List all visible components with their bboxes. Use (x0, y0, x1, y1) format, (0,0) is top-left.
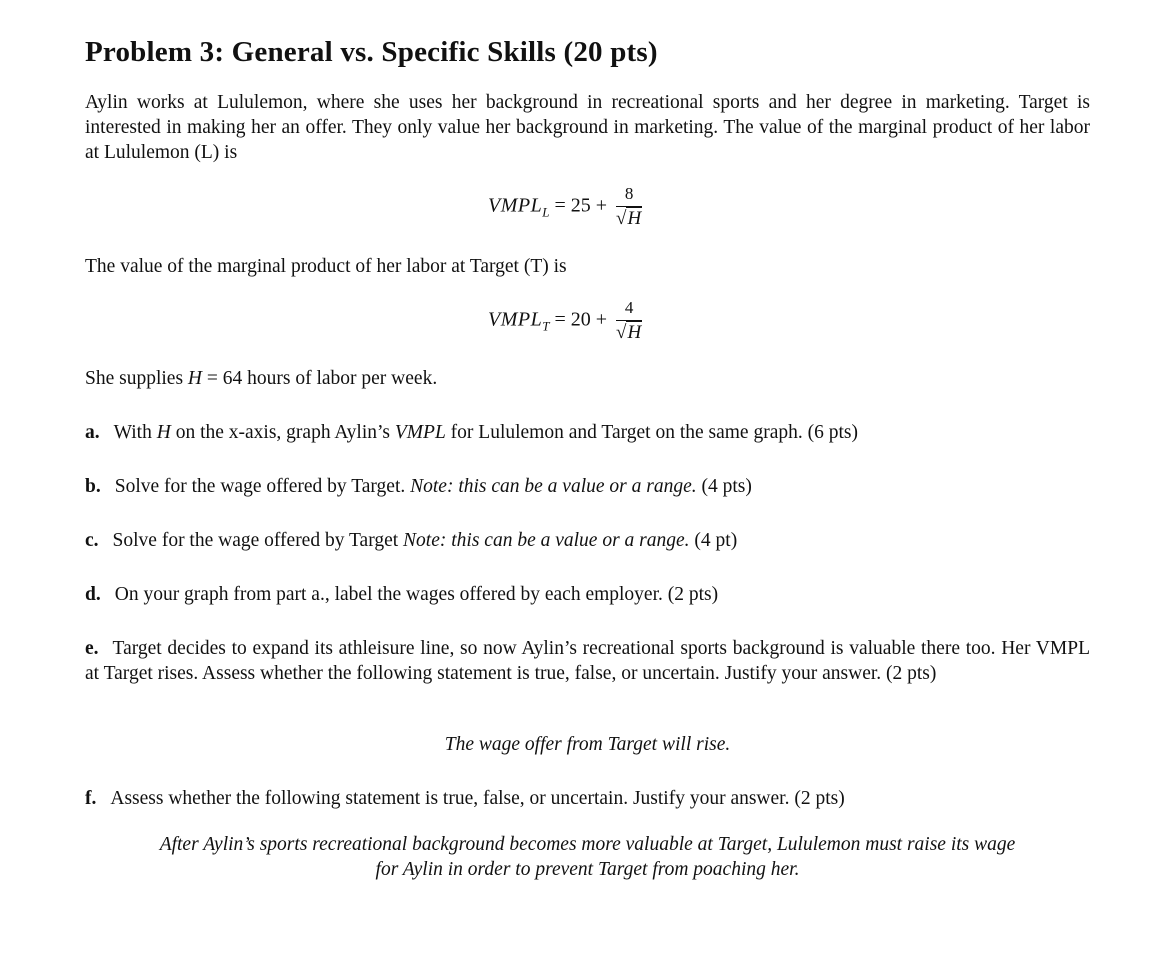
item-e-label: e. (85, 638, 99, 659)
equation-target (488, 298, 642, 344)
item-b-label: b. (85, 476, 101, 497)
fraction (616, 298, 642, 344)
item-e (85, 636, 1090, 686)
problem-title: Problem 3: General vs. Specific Skills (20 pts) (85, 36, 658, 68)
supply-variable: H (187, 368, 203, 389)
fraction (616, 184, 642, 230)
fraction-denominator (616, 321, 642, 344)
item-d-text: On your graph from part a., label the wages offered by each employer. (2 pts) (114, 584, 719, 605)
item-a-text-3: for Lululemon and Target on the same graph. (6 pts) (445, 422, 858, 443)
item-a-text: With (113, 422, 157, 443)
item-c-label: c. (85, 530, 99, 551)
item-a-var-h: H (156, 422, 171, 443)
item-f-label: f. (85, 788, 97, 809)
item-b-note: Note: this can be a value or a range. (410, 476, 697, 497)
item-a-label: a. (85, 422, 100, 443)
item-b-text: Solve for the wage offered by Target. (114, 476, 411, 497)
item-c (85, 528, 737, 553)
equation-lhs: VMPL (488, 308, 543, 331)
item-b-points: (4 pts) (696, 476, 752, 497)
item-a-text-2: on the x-axis, graph Aylin’s (170, 422, 395, 443)
item-d-label: d. (85, 584, 101, 605)
item-e-statement: The wage offer from Target will rise. (444, 734, 731, 755)
equation-lhs: VMPL (488, 194, 543, 217)
equation-lululemon (488, 184, 642, 230)
equation-rhs: = 25 + (549, 194, 608, 217)
item-b (85, 474, 752, 499)
equation-subscript: L (542, 204, 550, 220)
sqrt-variable: H (627, 208, 642, 229)
item-d (85, 582, 718, 607)
item-f-text: Assess whether the following statement is true, false, or uncertain. Justify your answer. (2 pts) (110, 788, 845, 809)
intro-paragraph: Aylin works at Lululemon, where she uses her background in recreational sports and her degree in marketing. Target is interested in making her an offer. They only value her background in marketing. The value of the marginal product of her labor at Lululemon (L) is (85, 92, 1090, 163)
item-f-statement-line-1: After Aylin’s sports recreational background becomes more valuable at Target, Lululemon must raise its wage (159, 834, 1016, 855)
fraction-denominator (616, 207, 642, 230)
supply-line (85, 366, 437, 391)
fraction-numerator: 8 (616, 184, 642, 207)
item-f-statement-line-2: for Aylin in order to prevent Target from poaching her. (375, 859, 800, 880)
item-a (85, 420, 858, 445)
supply-text-end: = 64 hours of labor per week. (202, 368, 438, 389)
equation-rhs: = 20 + (549, 308, 608, 331)
item-e-text: Target decides to expand its athleisure line, so now Aylin’s recreational sports background is valuable there too. Her VMPL at Target rises. Assess whether the following statement is true, false, or uncertain. Justify your answer. (2 pts) (85, 638, 1090, 684)
fraction-numerator: 4 (616, 298, 642, 321)
equation-subscript: T (542, 318, 550, 334)
sqrt-variable: H (627, 322, 642, 343)
target-intro-line: The value of the marginal product of her labor at Target (T) is (85, 256, 567, 277)
item-a-var-vmpl: VMPL (394, 422, 446, 443)
sqrt-symbol: √ (616, 322, 627, 343)
item-c-points: (4 pt) (689, 530, 738, 551)
sqrt-symbol: √ (616, 208, 627, 229)
supply-text: She supplies (85, 368, 188, 389)
item-c-note: Note: this can be a value or a range. (403, 530, 690, 551)
item-f (85, 786, 845, 811)
item-c-text: Solve for the wage offered by Target (112, 530, 404, 551)
